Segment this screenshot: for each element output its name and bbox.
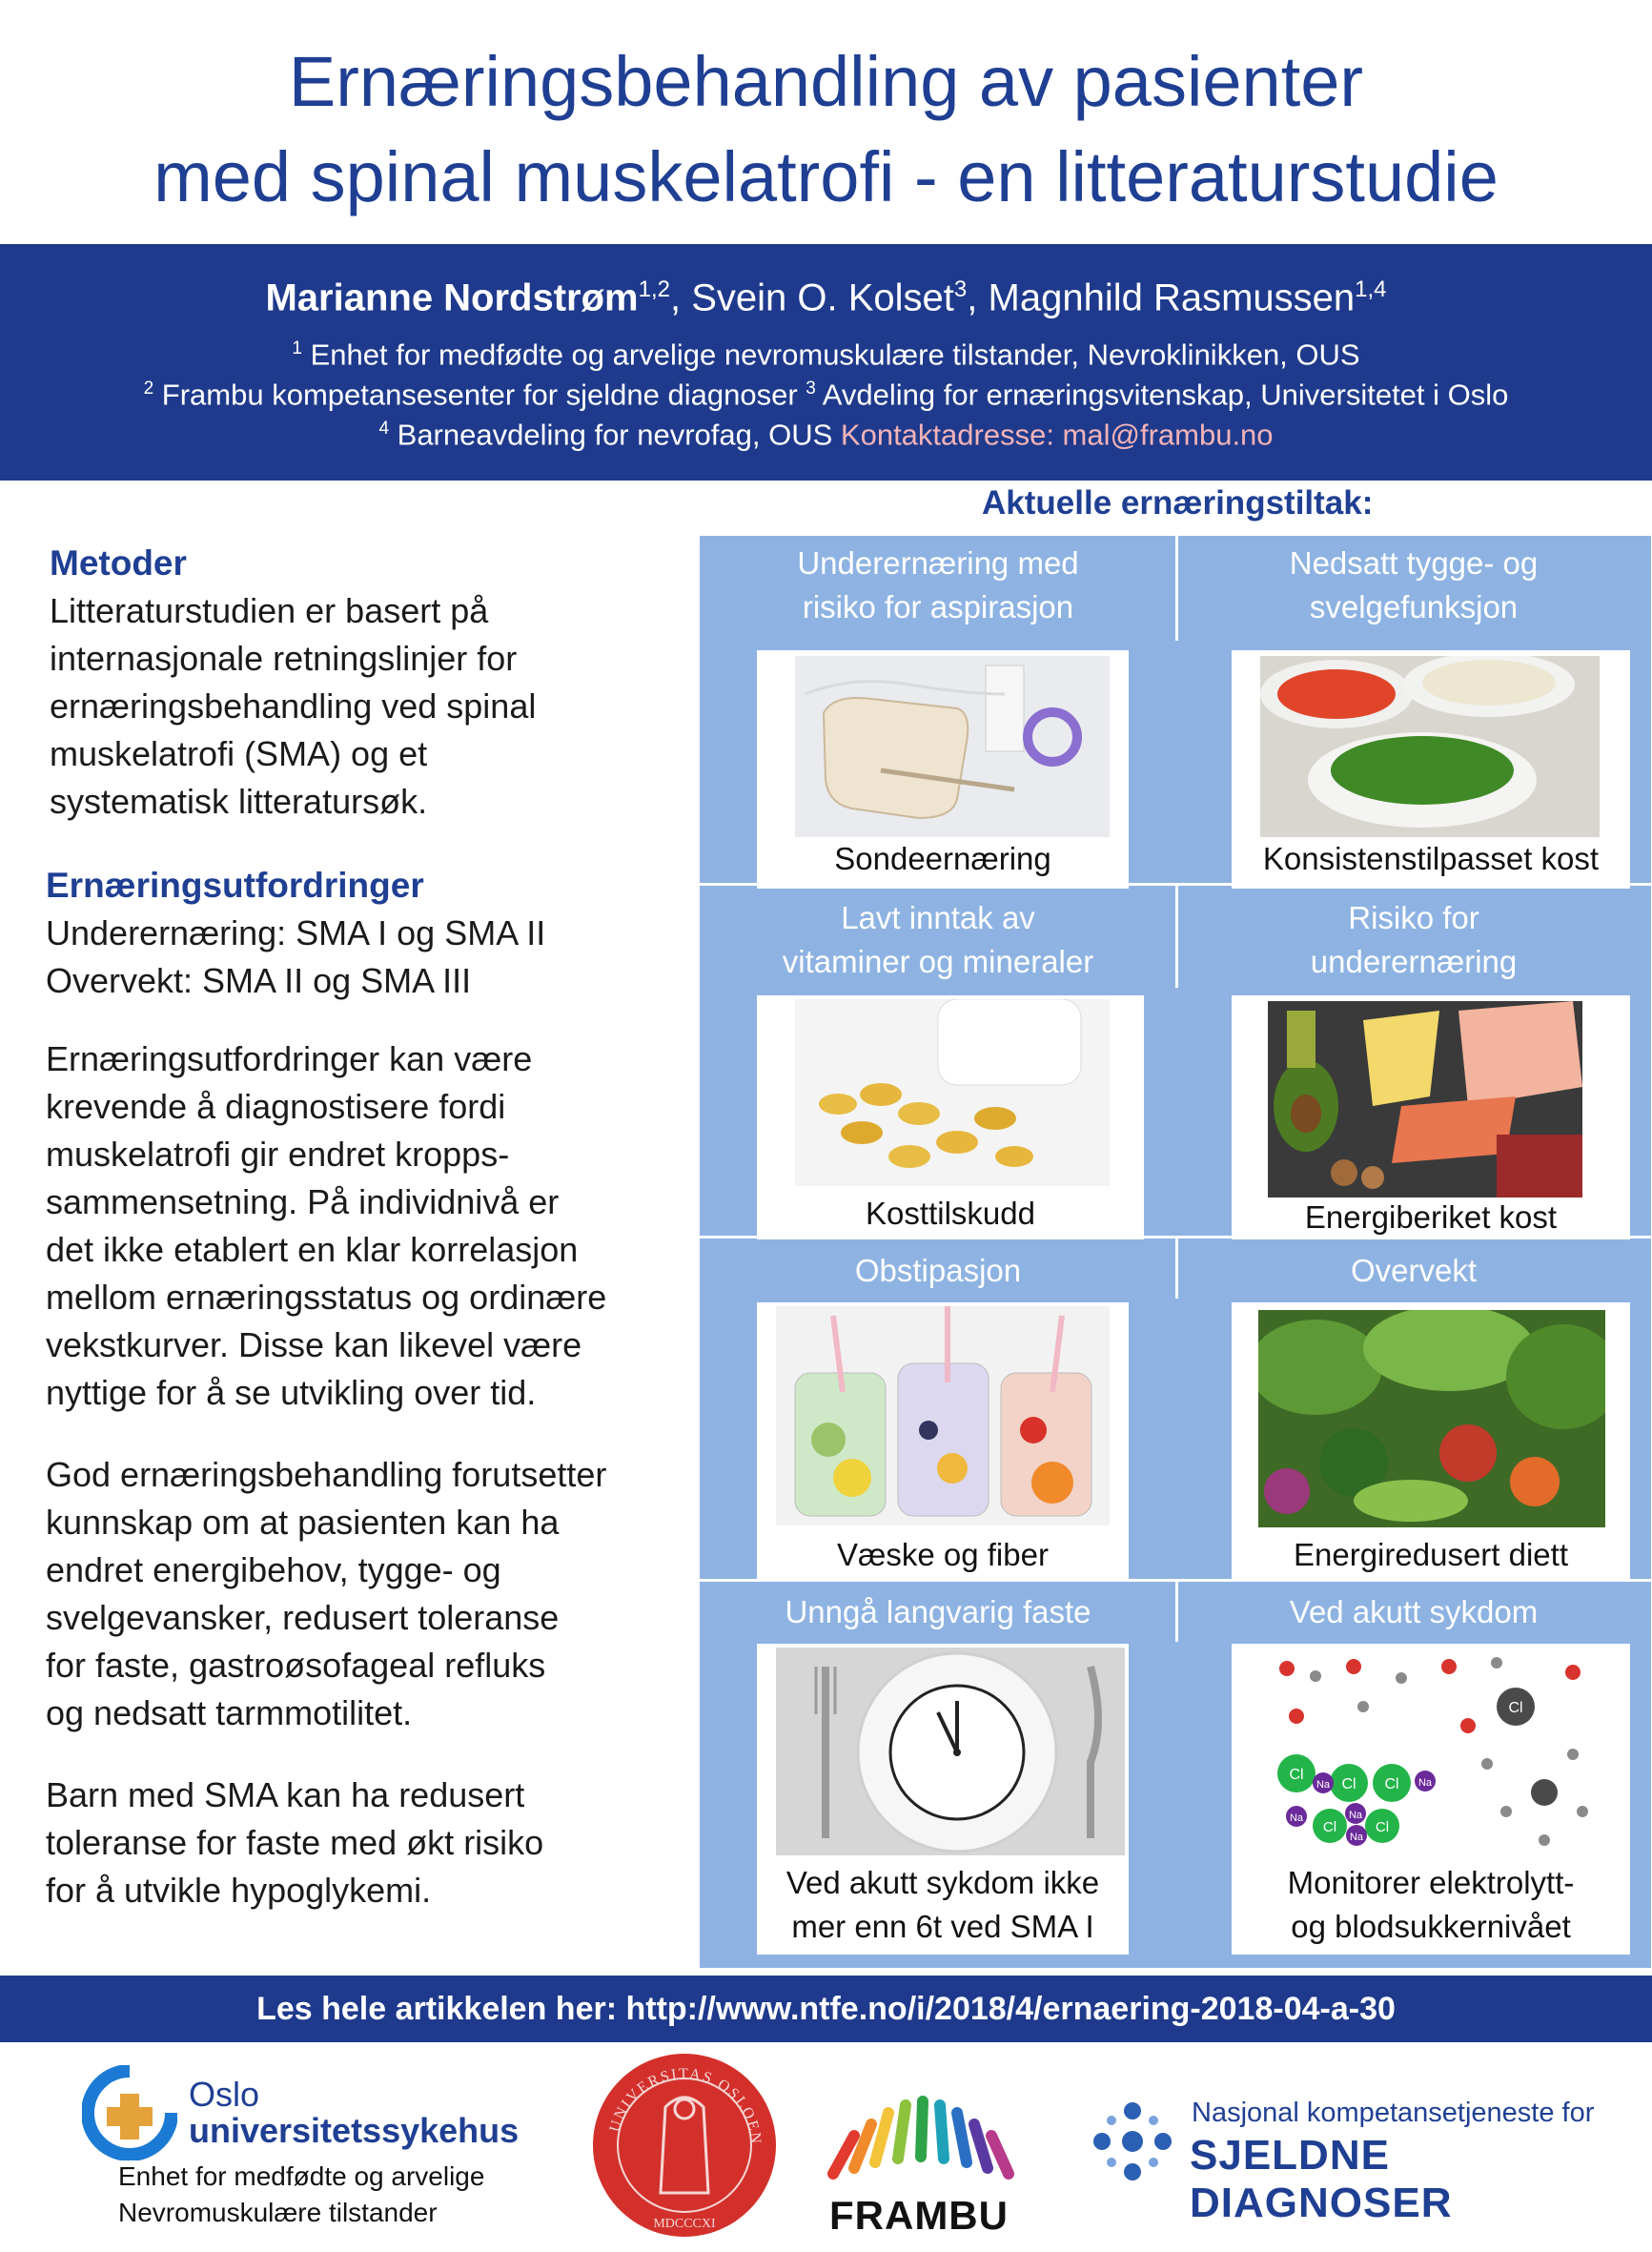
text-line: krevende å diagnostisere fordi <box>46 1087 506 1126</box>
author-3: Magnhild Rasmussen <box>988 276 1356 319</box>
ous-unit-line-2: Nevromuskulære tilstander <box>118 2198 438 2227</box>
author-1: Marianne Nordstrøm <box>265 276 639 319</box>
text-line: det ikke etablert en klar korrelasjon <box>46 1230 579 1269</box>
heading-line: Lavt inntak av <box>841 900 1035 935</box>
text-line: Barn med SMA kan ha redusert <box>46 1775 525 1814</box>
text-line: og nedsatt tarmmotilitet. <box>46 1693 413 1732</box>
frambu-logo-text: FRAMBU <box>829 2193 1009 2238</box>
cell-heading <box>700 1590 1176 1634</box>
measure-card <box>757 995 1144 1239</box>
measures-heading: Aktuelle ernæringstiltak: <box>982 484 1374 522</box>
ion-label: Cl <box>1384 1776 1399 1792</box>
tube-feeding-image <box>795 656 1110 837</box>
metoder-text <box>50 587 698 826</box>
affiliation-text: Avdeling for ernæringsvitenskap, Universitetet i Oslo <box>815 378 1509 412</box>
ion-label: Na <box>1289 1812 1304 1824</box>
affiliation-text: Barneavdeling for nevrofag, OUS <box>389 418 841 452</box>
uio-seal-icon <box>589 2050 780 2241</box>
affiliation-line-3 <box>0 408 1652 456</box>
authors-band <box>0 244 1652 481</box>
text-line: for å utvikle hypoglykemi. <box>46 1871 432 1910</box>
caption-line: og blodsukkernivået <box>1291 1909 1571 1944</box>
measure-card <box>1232 995 1630 1239</box>
ous-unit-line-1: Enhet for medfødte og arvelige <box>118 2161 485 2191</box>
frambu-logo-icon <box>816 2069 1035 2193</box>
metoder-heading: Metoder <box>50 543 187 583</box>
affiliation-number: 2 <box>143 379 154 399</box>
text-line: sammensetning. På individnivå er <box>46 1182 560 1221</box>
measure-card <box>757 1644 1129 1955</box>
heading-line: Overvekt <box>1350 1253 1478 1288</box>
paragraph-3 <box>46 1771 694 1914</box>
utfordringer-heading: Ernæringsutfordringer <box>46 866 424 905</box>
energy-rich-food-image <box>1268 1001 1582 1198</box>
heading-line: vitaminer og mineraler <box>782 944 1094 979</box>
cell-heading <box>1176 1249 1651 1293</box>
text-line: svelgevansker, redusert toleranse <box>46 1598 560 1637</box>
text-line: Ernæringsutfordringer kan være <box>46 1039 533 1078</box>
ion-label: Cl <box>1289 1767 1304 1783</box>
text-line: systematisk litteratursøk. <box>50 782 428 821</box>
heading-line: svelgefunksjon <box>1309 589 1519 624</box>
paragraph-1 <box>46 1035 694 1417</box>
affiliation-number: 3 <box>806 379 816 399</box>
ion-label: Na <box>1349 1832 1364 1843</box>
affiliation-text: Frambu kompetansesenter for sjeldne diagnoser <box>153 378 806 412</box>
caption-line: Energiredusert diett <box>1294 1537 1568 1572</box>
electrolytes-image <box>1258 1649 1601 1853</box>
ion-label: Cl <box>1508 1700 1523 1716</box>
pureed-food-image <box>1260 656 1600 837</box>
author-list <box>0 263 1652 324</box>
caption-line: mer enn 6t ved SMA I <box>791 1909 1094 1944</box>
grid-divider <box>1175 883 1178 988</box>
author-2: Svein O. Kolset <box>691 276 954 319</box>
heading-line: Risiko for <box>1348 900 1479 935</box>
ion-label: Na <box>1315 1779 1331 1791</box>
paragraph-2 <box>46 1451 694 1737</box>
clock-plate-image <box>776 1648 1125 1855</box>
poster-title-line-1: Ernæringsbehandling av pasienter <box>288 42 1364 121</box>
measures-grid <box>700 536 1651 1968</box>
ion-label: Na <box>1348 1810 1363 1821</box>
ous-logo-line-1: Oslo <box>189 2075 260 2114</box>
text-line: God ernæringsbehandling forutsetter <box>46 1455 607 1494</box>
ion-label: Na <box>1417 1777 1433 1789</box>
contact-address[interactable]: Kontaktadresse: mal@frambu.no <box>840 418 1274 452</box>
utfordringer-text <box>46 910 694 1005</box>
text-line: muskelatrofi gir endret kropps- <box>46 1135 510 1174</box>
measure-card <box>757 650 1129 889</box>
cell-heading <box>700 542 1176 629</box>
text-line: mellom ernæringsstatus og ordinære <box>46 1278 607 1317</box>
cell-heading <box>1176 1590 1651 1634</box>
caption-line: Ved akutt sykdom ikke <box>785 1865 1100 1900</box>
caption-line: Monitorer elektrolytt- <box>1287 1865 1575 1900</box>
caption-line: Energiberiket kost <box>1304 1199 1558 1235</box>
measure-card <box>1232 1644 1630 1955</box>
heading-line: Obstipasjon <box>854 1253 1022 1288</box>
heading-line: risiko for aspirasjon <box>802 589 1074 624</box>
text-line: ernæringsbehandling ved spinal <box>50 686 537 726</box>
grid-divider <box>1175 536 1178 641</box>
ous-logo-icon <box>82 2065 177 2160</box>
cell-heading <box>700 1249 1176 1293</box>
article-link[interactable]: Les hele artikkelen her: http://www.ntfe.no/i/2018/4/ernaering-2018-04-a-30 <box>256 1991 1396 2027</box>
heading-line: Nedsatt tygge- og <box>1289 545 1539 581</box>
cell-heading <box>700 896 1176 984</box>
poster-title <box>0 34 1652 225</box>
caption-line: Væske og fiber <box>837 1537 1049 1572</box>
grid-divider <box>1175 1236 1178 1299</box>
measure-caption <box>757 1192 1144 1236</box>
caption-line: Sondeernæring <box>834 841 1051 876</box>
grid-divider <box>1175 1579 1178 1642</box>
ous-logo-text <box>189 2077 519 2149</box>
affiliation-text: Enhet for medfødte og arvelige nevromuskulære tilstander, Nevroklinikken, OUS <box>301 338 1360 372</box>
infused-water-jars-image <box>776 1306 1110 1525</box>
text-line: muskelatrofi (SMA) og et <box>50 734 428 773</box>
author-separator: , <box>967 276 989 319</box>
measure-caption <box>1232 1196 1630 1239</box>
heading-line: Underernæring med <box>797 545 1079 581</box>
heading-line: Ved akutt sykdom <box>1289 1594 1539 1629</box>
affiliation-number: 4 <box>378 419 390 439</box>
measure-caption <box>1232 1533 1630 1577</box>
author-3-affiliation: 1,4 <box>1355 276 1387 302</box>
sjeldne-diagnoser-line-2: SJELDNE DIAGNOSER <box>1190 2132 1453 2226</box>
text-line: for faste, gastroøsofageal refluks <box>46 1646 546 1685</box>
text-line: internasjonale retningslinjer for <box>50 639 518 678</box>
ion-label: Cl <box>1375 1819 1390 1835</box>
author-2-affiliation: 3 <box>953 276 968 302</box>
ion-label: Cl <box>1322 1819 1337 1835</box>
measure-card <box>1232 1302 1630 1581</box>
text-line: nyttige for å se utvikling over tid. <box>46 1373 537 1412</box>
heading-line: Unngå langvarig faste <box>785 1594 1091 1629</box>
measure-caption <box>757 1861 1129 1949</box>
ous-logo-line-2: universitetssykehus <box>189 2111 520 2150</box>
ion-label: Cl <box>1341 1776 1356 1792</box>
measure-card <box>757 1302 1129 1581</box>
uio-seal-year: MDCCCXI <box>653 2217 716 2231</box>
caption-line: Konsistenstilpasset kost <box>1262 841 1600 876</box>
text-line: endret energibehov, tygge- og <box>46 1550 501 1589</box>
poster-title-line-2: med spinal muskelatrofi - en litteraturstudie <box>153 137 1499 216</box>
vegetables-image <box>1258 1310 1605 1527</box>
affiliation-number: 1 <box>292 338 302 358</box>
author-separator: , <box>670 276 692 319</box>
sjeldne-diagnoser-line-1: Nasjonal kompetansetjeneste for <box>1192 2098 1595 2128</box>
text-line: Underernæring: SMA I og SMA II <box>46 913 546 952</box>
text-line: vekstkurver. Disse kan likevel være <box>46 1325 582 1364</box>
text-line: toleranse for faste med økt risiko <box>46 1823 544 1862</box>
uio-seal-text: UNIVERSITAS OSLOEN <box>606 2065 765 2146</box>
ous-unit-text <box>118 2159 484 2231</box>
cell-heading <box>1176 542 1651 629</box>
caption-line: Kosttilskudd <box>866 1196 1035 1231</box>
measure-caption <box>757 1533 1129 1577</box>
supplement-capsules-image <box>795 999 1110 1186</box>
article-link-band <box>0 1976 1652 2042</box>
cell-heading <box>1176 896 1651 984</box>
sjeldne-diagnoser-logo-icon <box>1085 2094 1180 2189</box>
measure-caption <box>757 837 1129 881</box>
measure-caption <box>1232 837 1630 881</box>
text-line: Litteraturstudien er basert på <box>50 591 489 630</box>
measure-caption <box>1232 1861 1630 1949</box>
heading-line: underernæring <box>1310 944 1518 979</box>
measure-card <box>1232 650 1630 889</box>
text-line: kunnskap om at pasienten kan ha <box>46 1503 560 1542</box>
author-1-affiliation: 1,2 <box>638 276 670 302</box>
text-line: Overvekt: SMA II og SMA III <box>46 961 472 1000</box>
